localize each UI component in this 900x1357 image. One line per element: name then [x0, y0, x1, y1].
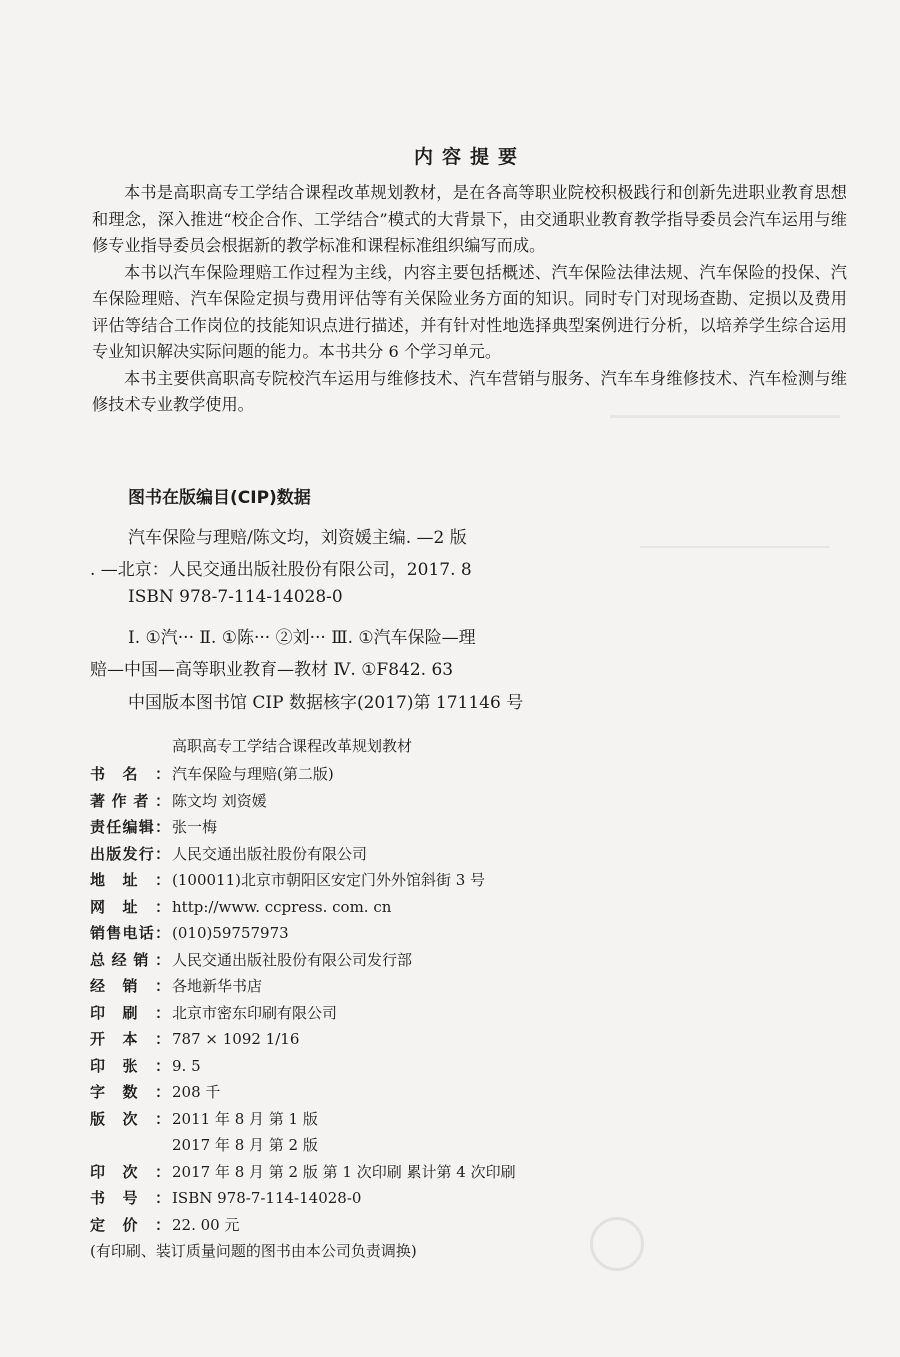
info-value: http://www. ccpress. com. cn [172, 897, 392, 916]
info-value: 张一梅 [172, 818, 218, 836]
cip-line: Ⅰ. ①汽··· Ⅱ. ①陈··· ②刘··· Ⅲ. ①汽车保险—理 [128, 628, 476, 648]
cip-line: . —北京：人民交通出版社股份有限公司，2017. 8 [90, 560, 472, 580]
info-label: 著作者： [90, 791, 170, 810]
info-value: 2017 年 8 月 第 2 版 第 1 次印刷 累计第 4 次印刷 [172, 1162, 516, 1181]
info-row-format [90, 1026, 790, 1053]
info-label: 经销： [90, 977, 170, 995]
info-row-phone [90, 920, 790, 947]
info-row-isbn [90, 1185, 790, 1212]
summary-body [92, 180, 847, 419]
cip-line: 中国版本图书馆 CIP 数据核字(2017)第 171146 号 [128, 693, 524, 713]
info-value: 人民交通出版社股份有限公司发行部 [172, 950, 413, 969]
info-value: 北京市密东印刷有限公司 [172, 1003, 338, 1022]
bleed-through-mark [640, 520, 830, 548]
info-value: 各地新华书店 [172, 977, 263, 995]
info-row-printer [90, 1000, 790, 1027]
info-label: 开本： [90, 1030, 170, 1048]
info-row-distributor [90, 947, 790, 974]
cip-line: ISBN 978-7-114-14028-0 [128, 587, 343, 607]
info-label: 印张： [90, 1056, 170, 1075]
info-label: 销售电话： [90, 924, 170, 942]
info-value: 9. 5 [172, 1056, 201, 1075]
info-row-website [90, 894, 790, 921]
quality-note: (有印刷、装订质量问题的图书由本公司负责调换) [90, 1242, 417, 1260]
cip-heading: 图书在版编目(CIP)数据 [128, 488, 311, 508]
info-value: 208 千 [172, 1083, 221, 1101]
info-label: 总经销： [90, 950, 170, 969]
info-row-sheets [90, 1053, 790, 1080]
summary-paragraph: 本书以汽车保险理赔工作过程为主线，内容主要包括概述、汽车保险法律法规、汽车保险的投保、汽车保险理赔、汽车保险定损与费用评估等有关保险业务方面的知识。同时专门对现场查勘、定损以及费用评估等结合工作岗位的技能知识点进行描述，并有针对性地选择典型案例进行分析，以培养学生综合运用专业知识解决实际问题的能力。本书共分 6 个学习单元。 [92, 262, 847, 361]
info-row-impression [90, 1159, 790, 1186]
info-label: 书名： [90, 765, 170, 783]
info-label: 网址： [90, 897, 170, 916]
info-row-publisher [90, 841, 790, 868]
info-label: 出版发行： [90, 844, 170, 863]
info-value: ISBN 978-7-114-14028-0 [172, 1189, 362, 1207]
info-value: (100011)北京市朝阳区安定门外外馆斜街 3 号 [172, 871, 486, 889]
info-row-retailer [90, 973, 790, 1000]
info-label: 字数： [90, 1083, 170, 1101]
info-label: 地址： [90, 871, 170, 889]
info-value: 2011 年 8 月 第 1 版 [172, 1109, 318, 1128]
publication-info [90, 761, 790, 1265]
info-row-price [90, 1212, 790, 1239]
cip-line: 赔—中国—高等职业教育—教材 Ⅳ. ①F842. 63 [90, 660, 454, 680]
info-value: 人民交通出版社股份有限公司 [172, 844, 368, 863]
info-label: 印刷： [90, 1003, 170, 1022]
info-label: 版次： [90, 1109, 170, 1128]
info-row-wordcount [90, 1079, 790, 1106]
info-value: 2017 年 8 月 第 2 版 [172, 1136, 318, 1154]
info-label: 责任编辑： [90, 818, 170, 836]
info-row-editor [90, 814, 790, 841]
summary-paragraph: 本书主要供高职高专院校汽车运用与维修技术、汽车营销与服务、汽车车身维修技术、汽车检测与维修技术专业教学使用。 [92, 368, 847, 414]
summary-title: 内容提要 [413, 146, 526, 168]
info-row-address [90, 867, 790, 894]
info-row-edition [90, 1106, 790, 1133]
info-value: 22. 00 元 [172, 1215, 240, 1234]
info-value: 汽车保险与理赔(第二版) [172, 765, 334, 783]
info-label: 书号： [90, 1189, 170, 1207]
info-row-authors [90, 788, 790, 815]
cip-line: 汽车保险与理赔/陈文均，刘资媛主编. —2 版 [128, 528, 467, 548]
info-row-title [90, 761, 790, 788]
summary-paragraph: 本书是高职高专工学结合课程改革规划教材，是在各高等职业院校积极践行和创新先进职业教育思想和理念，深入推进“校企合作、工学结合”模式的大背景下，由交通职业教育教学指导委员会汽车运用与维修专业指导委员会根据新的教学标准和课程标准组织编写而成。 [92, 183, 847, 255]
series-name: 高职高专工学结合课程改革规划教材 [172, 737, 413, 755]
info-value: (010)59757973 [172, 924, 289, 942]
info-label: 印次： [90, 1162, 170, 1181]
info-label: 定价： [90, 1215, 170, 1234]
info-value: 787 × 1092 1/16 [172, 1030, 300, 1048]
info-row-edition-cont [90, 1132, 790, 1159]
info-value: 陈文均 刘资媛 [172, 791, 267, 810]
